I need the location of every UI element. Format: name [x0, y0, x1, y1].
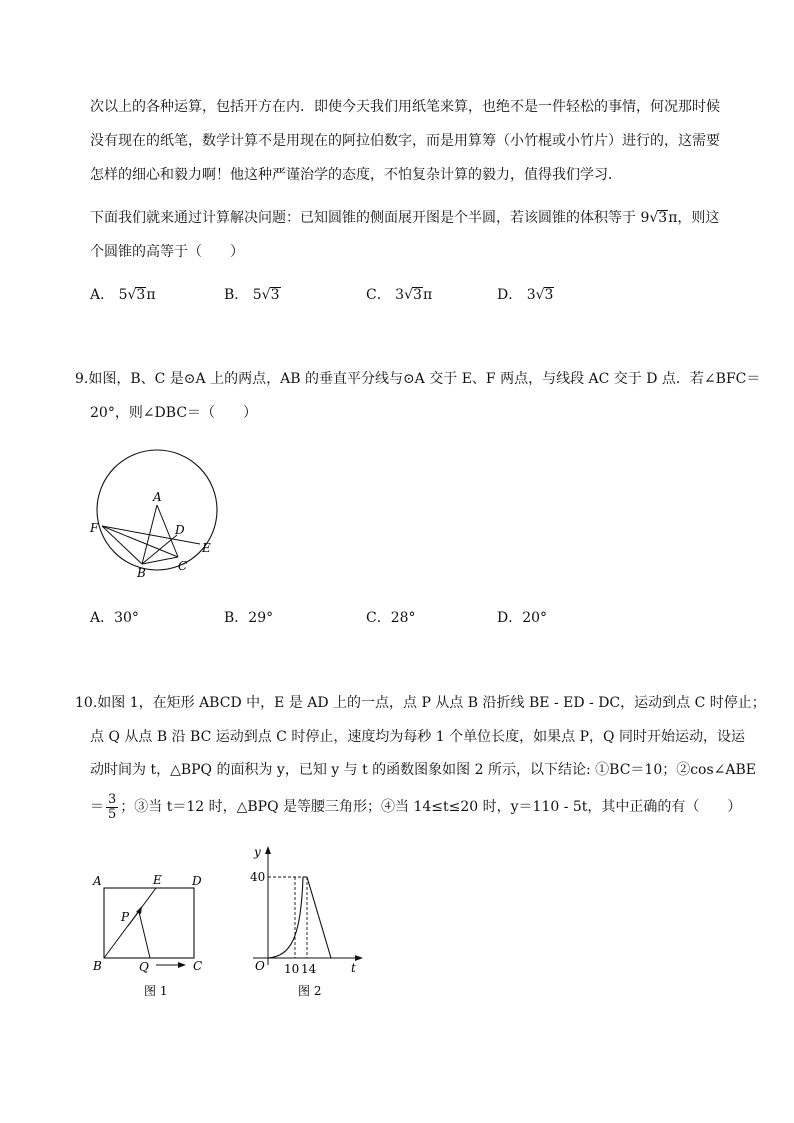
q10-text-line-1: [75, 693, 766, 713]
fig1-caption: 图 1: [144, 984, 168, 998]
q10-figure-2: [245, 840, 370, 1003]
q8-volume-coef: 9: [640, 210, 650, 226]
fig2-label-y: y: [254, 845, 261, 859]
label-e: E: [202, 541, 211, 555]
fig2-label-t: t: [351, 961, 356, 975]
q8-text-line-1: 次以上的各种运算，包括开方在内．即使今天我们用纸笔来算，也绝不是一件轻松的事情，何况那时候: [90, 99, 720, 115]
y-axis-arrow-icon: [265, 846, 271, 854]
q8-option-d[interactable]: D． 3√3: [497, 287, 554, 303]
segment-pq: [139, 912, 150, 958]
q8-problem-part1: 下面我们就来通过计算解决问题：已知圆锥的侧面展开图是个半圆，若该圆锥的体积等于: [90, 210, 636, 226]
arrow-q-icon: [178, 962, 186, 968]
arrow-p-icon: [136, 906, 142, 914]
fig1-label-c: C: [193, 959, 203, 973]
q9-option-a[interactable]: A．30°: [90, 610, 139, 626]
q8-text-line-3: 怎样的细心和毅力啊！他这种严谨治学的态度，不怕复杂计算的毅力，值得我们学习．: [90, 167, 622, 183]
q8-option-a[interactable]: A． 5√3π: [90, 287, 156, 303]
q10-line1: 如图 1，在矩形 ABCD 中，E 是 AD 上的一点，点 P 从点 B 沿折线 BE - ED - DC，运动到点 C 时停止；: [97, 695, 766, 711]
x-axis-arrow-icon: [355, 955, 363, 961]
q9-text-line-1: [75, 369, 760, 389]
label-a: A: [153, 490, 162, 504]
fig1-label-b: B: [93, 959, 102, 973]
q8-problem-line-2: 个圆锥的高等于（ ）: [90, 244, 244, 260]
q9-circle-figure: [85, 440, 230, 585]
q8-text-line-2: 没有现在的纸笔，数学计算不是用现在的阿拉伯数字，而是用算筹（小竹棍或小竹片）进行的，这需要: [90, 133, 720, 149]
label-f: F: [90, 521, 99, 535]
graph-curve: [268, 877, 303, 958]
fig2-label-40: 40: [250, 870, 266, 884]
fig1-label-d: D: [192, 874, 202, 888]
q8-problem-tail: ，则这: [677, 210, 720, 226]
q8-option-b[interactable]: B． 5√3: [224, 287, 280, 303]
label-c: C: [178, 559, 188, 573]
q9-line1: 如图，B、C 是⊙A 上的两点，AB 的垂直平分线与⊙A 交于 E、F 两点，与线段 AC 交于 D 点．若∠BFC＝: [88, 371, 761, 387]
q8-problem-line-1: 下面我们就来通过计算解决问题：已知圆锥的侧面展开图是个半圆，若该圆锥的体积等于 9√3π，则这: [90, 210, 720, 226]
label-b: B: [137, 566, 146, 580]
fig1-label-e: E: [153, 873, 162, 887]
q9-number: 9.: [75, 371, 89, 387]
segment-bd: [142, 535, 177, 564]
fig2-label-14: 14: [301, 962, 317, 976]
fig2-caption: 图 2: [298, 984, 322, 998]
segment-bc: [142, 557, 178, 564]
rectangle-abcd: [104, 888, 194, 958]
q9-text-line-2: 20°，则∠DBC＝（ ）: [90, 405, 258, 421]
fig1-label-q: Q: [139, 960, 149, 974]
fig1-label-a: A: [93, 874, 102, 888]
q9-option-c[interactable]: C．28°: [366, 610, 416, 626]
fig2-label-10: 10: [284, 962, 300, 976]
q10-number: 10.: [75, 695, 98, 711]
q10-text-line-2: 点 Q 从点 B 沿 BC 运动到点 C 时停止，速度均为每秒 1 个单位长度，如果点 P，Q 同时开始运动，设运: [90, 729, 745, 745]
label-d: D: [175, 523, 185, 537]
graph-descent: [307, 877, 331, 958]
q10-text-line-4: ＝ $\frac{3}{5}$ ；③当 t＝12 时，△BPQ 是等腰三角形；④当 14≤t≤20 时，y＝110 - 5t，其中正确的有（ ）: [90, 791, 742, 822]
q10-text-line-3: 动时间为 t，△BPQ 的面积为 y，已知 y 与 t 的函数图象如图 2 所示，以下结论: ①BC＝10；②cos∠ABE: [90, 762, 757, 778]
q8-option-c[interactable]: C． 3√3π: [366, 287, 433, 303]
q9-option-d[interactable]: D．20°: [497, 610, 548, 626]
fig2-label-o: O: [255, 959, 265, 973]
fraction-3-5: $\frac{3}{5}$: [108, 791, 117, 822]
segment-fc: [102, 526, 178, 557]
q9-option-b[interactable]: B．29°: [224, 610, 274, 626]
fig1-label-p: P: [121, 910, 130, 924]
q10-figure-1: [88, 868, 218, 1003]
